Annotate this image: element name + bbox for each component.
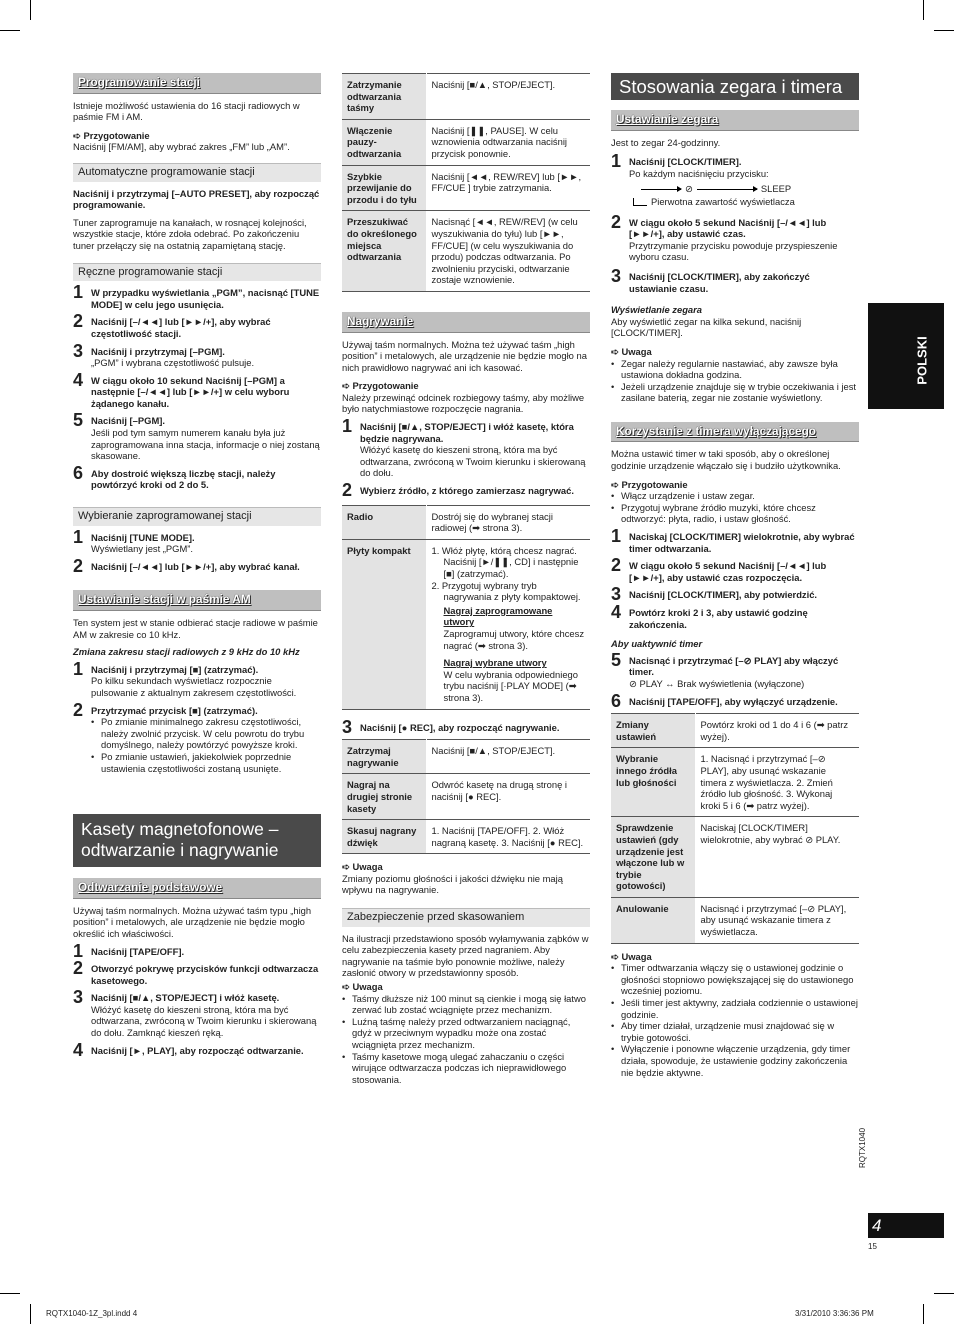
- step: [73, 987, 321, 1039]
- crop-mark: [934, 1293, 954, 1294]
- step-desc: Jeśli pod tym samym numerem kanału była już zaprogramowana inna stacja, informacje o niej zostaną skasowane.: [91, 427, 320, 462]
- cd-option: Nagraj wybrane utwory: [443, 657, 547, 669]
- section-heading: Odtwarzanie podstawowe: [73, 878, 321, 899]
- table-value: Naciśnij [❚❚, PAUSE]. W celu wznowienia odtwarzania naciśnij przycisk ponownie.: [426, 119, 590, 165]
- chapter-title: Stosowania zegara i timera: [611, 73, 859, 100]
- cd-list-item: 2. Przygotuj wybrany tryb nagrywania z płyty kompaktowej.: [431, 579, 581, 603]
- table-key: Zmiany ustawień: [611, 714, 695, 748]
- step-number: 3: [342, 716, 353, 737]
- step-text: W ciągu około 10 sekund Naciśnij [–PGM] a następnie [–/◄◄] lub [►►/+] w celu wyboru żądanego kanału.: [91, 374, 290, 409]
- crop-mark: [30, 1304, 31, 1324]
- table-value: Odwróć kasetę na drugą stronę i naciśnij [● REC].: [426, 774, 590, 820]
- step-text: Naciśnij [TAPE/OFF].: [91, 945, 185, 957]
- step-list: [73, 526, 321, 576]
- display-cycle: [629, 183, 859, 195]
- paragraph: Zmiany poziomu głośności i jakości dźwięku nie mają wpływu na nagrywanie.: [342, 872, 563, 896]
- step-desc: „PGM” i wybrana częstotliwość pulsuje.: [91, 357, 255, 369]
- step-text: W przypadku wyświetlania „PGM”, nacisnąć [TUNE MODE] w celu jego usunięcia.: [91, 287, 320, 310]
- table-row: [342, 820, 590, 854]
- chapter-title: Kasety magnetofonowe – odtwarzanie i nagrywanie: [73, 814, 321, 867]
- step-text: Naciśnij [CLOCK/TIMER], aby potwierdzić.: [629, 589, 818, 601]
- table-value: Naciśnij [■/▲, STOP/EJECT].: [426, 74, 590, 120]
- step: [342, 480, 590, 501]
- model-code: RQTX1040: [858, 1127, 867, 1168]
- step-text: Wybierz źródło, z którego zamierzasz nagrywać.: [360, 485, 574, 497]
- display-cycle-return: [629, 196, 859, 208]
- instruction: Naciśnij i przytrzymaj [–AUTO PRESET], aby rozpocząć programowanie.: [73, 187, 320, 211]
- table-row: [342, 740, 590, 774]
- note-label: ➪ Uwaga: [611, 346, 859, 358]
- section-heading: Programowanie stacji: [73, 73, 321, 94]
- table-key: Włączenie pauzy-odtwarzania: [342, 119, 426, 165]
- table-row: [611, 714, 859, 748]
- table-value: Nacisnąć [◄◄, REW/REV] (w celu wyszukiwania do tyłu) lub [►►, FF/CUE] (w celu wyszukiwania do przodu) podczas odtwarzania. Po zwolnieniu przyciski, odtwarzanie zostaje wznowienie.: [426, 211, 590, 292]
- note-label: ➪ Uwaga: [342, 981, 590, 993]
- playback-operations-table: [342, 73, 590, 292]
- section-heading: Ustawianie zegara: [611, 110, 859, 131]
- language-tab: [868, 303, 944, 409]
- step-text: Naciśnij [TAPE/OFF], aby wyłączyć urządzenie.: [629, 695, 838, 707]
- step-text: Naciśnij i przytrzymaj [–PGM].: [91, 345, 225, 357]
- table-key: Szybkie przewijanie do przodu i do tyłu: [342, 165, 426, 211]
- step-number: 4: [73, 1039, 84, 1060]
- table-key: Sprawdzenie ustawień (gdy urządzenie jest włączone lub w trybie gotowości): [611, 817, 695, 898]
- step: [73, 369, 321, 410]
- step-number: 1: [611, 151, 622, 172]
- step: [611, 265, 859, 294]
- table-key: Przeszukiwać do określonego miejsca odtwarzania: [342, 211, 426, 292]
- step-number: 3: [611, 584, 622, 605]
- table-value: Naciskaj [CLOCK/TIMER] wielokrotnie, aby wybrać ⊘ PLAY.: [695, 817, 859, 898]
- paragraph: Należy przewinąć odcinek rozbiegowy taśmy, aby możliwe było natychmiastowe rozpoczęcie nagrania.: [342, 391, 585, 415]
- source-radio-value: Dostrój się do wybranej stacji radiowej (➡ strona 3).: [426, 505, 590, 539]
- bullet-item: • Taśmy dłuższe niż 100 minut są cienkie i mogą się łatwo zerwać lub zostać wciągnięte przez mechanizm.: [342, 993, 590, 1016]
- table-row: [611, 897, 859, 943]
- step: [73, 699, 321, 720]
- step-number: 2: [342, 480, 353, 501]
- step-text: Naciśnij [–PGM].: [91, 415, 165, 427]
- bullet-list: [342, 993, 590, 1086]
- step-number: 6: [73, 462, 84, 483]
- bullet-item: • Timer odtwarzania włączy się o ustawionej godzinie o głośności stopniowo powiększającej się do ustawionego wcześniej poziomu.: [611, 962, 859, 997]
- sheet-number: 15: [868, 1242, 877, 1251]
- step-text: Aby dostroić większą liczbę stacji, należy powtórzyć kroki od 2 do 5.: [91, 467, 276, 491]
- table-key: Skasuj nagrany dźwięk: [342, 820, 426, 854]
- table-value: 1. Naciśnij [TAPE/OFF]. 2. Włóż nagraną kasetę. 3. Naciśnij [● REC].: [426, 820, 590, 854]
- step-number: 2: [73, 311, 84, 332]
- step-number: 4: [73, 369, 84, 390]
- crop-mark: [923, 0, 924, 20]
- cd-option-desc: Zaprogramuj utwory, które chcesz nagrać (➡ strona 3).: [443, 627, 585, 651]
- source-radio-key: Radio: [342, 505, 426, 539]
- step-text: Naciśnij [–/◄◄] lub [►►/+], aby wybrać częstotliwość stacji.: [91, 316, 271, 339]
- cycle-label: Pierwotna zawartość wyświetlacza: [651, 195, 795, 207]
- subsection-heading: Zabezpieczenie przed skasowaniem: [342, 908, 590, 927]
- step-list: [73, 658, 321, 720]
- step: [73, 410, 321, 462]
- step: [73, 958, 321, 986]
- bullet-list: [611, 490, 859, 525]
- cd-option-desc: W celu wybrania odpowiedniego trybu naciśnij [·PLAY MODE] (➡ strona 3).: [443, 668, 578, 703]
- step-text: Przytrzymać przycisk [■] (zatrzymać).: [91, 704, 258, 716]
- crop-mark: [934, 30, 954, 31]
- step-desc: Po każdym naciśnięciu przycisku:: [629, 167, 769, 179]
- section-heading: Ustawianie stacji w paśmie AM: [73, 590, 321, 611]
- paragraph: Aby wyświetlić zegar na kilka sekund, naciśnij [CLOCK/TIMER].: [611, 315, 802, 339]
- step: [342, 416, 590, 479]
- step-text: Naciśnij i przytrzymaj [■] (zatrzymać).: [91, 663, 259, 675]
- prep-label: ➪ Przygotowanie: [342, 380, 590, 392]
- paragraph: Można ustawić timer w taki sposób, aby o określonej godzinie urządzenie włączało się i budziło użytkownika.: [611, 448, 841, 472]
- table-value: Naciśnij [■/▲, STOP/EJECT].: [426, 740, 590, 774]
- cd-option: Nagraj zaprogramowane utwory: [443, 604, 553, 628]
- subsection-heading: Ręczne programowanie stacji: [73, 263, 321, 282]
- bullet-item: • Wyłączenie i ponowne włączenie urządzenia, gdy timer działa, spowoduje, że ustawienie godziny zakończenia nie będzie aktywne.: [611, 1043, 859, 1078]
- table-row: [342, 774, 590, 820]
- step-number: 3: [611, 265, 622, 286]
- step-text: Naciśnij [►, PLAY], aby rozpocząć odtwarzanie.: [91, 1044, 304, 1056]
- table-row: [611, 817, 859, 898]
- step: [73, 526, 321, 555]
- table-row: [342, 165, 590, 211]
- bullet-item: • Jeżeli urządzenie znajduje się w trybie oczekiwania i jest zasilane baterią, zegar nie zostanie wyświetlony.: [611, 381, 859, 404]
- step-text: Powtórz kroki 2 i 3, aby ustawić godzinę zakończenia.: [629, 607, 808, 630]
- table-key: Anulowanie: [611, 897, 695, 943]
- step-text: Naciśnij [■/▲, STOP/EJECT] i włóż kasetę.: [91, 992, 280, 1004]
- step-text: Naciśnij [■/▲, STOP/EJECT] i włóż kasetę, która będzie nagrywana.: [360, 421, 574, 444]
- step-text: Naciśnij [● REC], aby rozpocząć nagrywanie.: [360, 721, 560, 733]
- section-heading: Nagrywanie: [342, 312, 590, 333]
- crop-mark: [30, 0, 31, 20]
- step-list: [342, 416, 590, 501]
- table-row: [342, 211, 590, 292]
- prep-label: ➪ Przygotowanie: [611, 479, 859, 491]
- step-desc: Włóżyć kasetę do kieszeni stroną, która ma być odtwarzana, zwróconą w Twoim kierunku i skierowaną do dołu.: [360, 444, 586, 479]
- paragraph: Tuner zaprogramuje na kanałach, w rosnącej kolejności, wszystkie stacje, które zdoła odebrać. Po zakończeniu tuner przełączy się na ostatnią zapamiętaną stację.: [73, 216, 307, 251]
- footer-timestamp: 3/31/2010 3:36:36 PM: [795, 1309, 874, 1318]
- step: [611, 690, 859, 711]
- crop-mark: [0, 1293, 20, 1294]
- column-left: [73, 73, 321, 1060]
- step-number: 1: [611, 526, 622, 547]
- table-value: Powtórz kroki od 1 do 4 i 6 (➡ patrz wyżej).: [695, 714, 859, 748]
- step-number: 5: [611, 649, 622, 670]
- paragraph: Istnieje możliwość ustawienia do 16 stacji radiowych w paśmie FM i AM.: [73, 99, 300, 123]
- source-cd-value: [426, 539, 590, 709]
- step-number: 6: [611, 690, 622, 711]
- step-list: [73, 282, 321, 491]
- language-label: POLSKI: [914, 336, 930, 385]
- section-heading: Korzystanie z timera wyłączającego: [611, 422, 859, 443]
- bullet-item: • Po zmianie ustawień, jakiekolwiek poprzednie ustawienia częstotliwości zostaną usunięte.: [91, 751, 321, 774]
- step: [73, 940, 321, 961]
- timer-operations-table: [611, 713, 859, 944]
- step: [611, 526, 859, 554]
- step-list: [73, 940, 321, 1060]
- step-text: W ciągu około 5 sekund Naciśnij [–/◄◄] lub [►►/+], aby ustawić czas.: [629, 216, 827, 240]
- table-value: Nacisnąć i przytrzymać [–⊘ PLAY], aby usunąć wskazanie timera z wyświetlacza.: [695, 897, 859, 943]
- step-text: Naciśnij [–/◄◄] lub [►►/+], aby wybrać kanał.: [91, 560, 300, 572]
- subsection-heading: Wybieranie zaprogramowanej stacji: [73, 507, 321, 526]
- step: [73, 311, 321, 339]
- step: [73, 340, 321, 369]
- bullet-item: • Jeśli timer jest aktywny, zadziała codziennie o ustawionej godzinie.: [611, 997, 859, 1020]
- bullet-list: [611, 962, 859, 1078]
- step-number: 2: [611, 211, 622, 232]
- note-label: ➪ Uwaga: [342, 861, 590, 873]
- table-row: [611, 748, 859, 817]
- step-text: Naciśnij [TUNE MODE].: [91, 531, 195, 543]
- step-desc: Wyświetlany jest „PGM”.: [91, 543, 194, 555]
- step: [73, 555, 321, 576]
- step-text: Nacisnąć i przytrzymać [–⊘ PLAY] aby włączyć timer.: [629, 654, 839, 678]
- step-number: 2: [611, 555, 622, 576]
- italic-heading: Aby uaktywnić timer: [611, 638, 703, 650]
- table-value: Naciśnij [◄◄, REW/REV] lub [►►, FF/CUE ] trybie zatrzymania.: [426, 165, 590, 211]
- sleep-label: SLEEP: [760, 183, 792, 195]
- bullet-item: • Włącz urządzenie i ustaw zegar.: [611, 490, 859, 502]
- step-number: 1: [73, 526, 84, 547]
- step: [73, 1039, 321, 1060]
- crop-mark: [0, 30, 20, 31]
- step-number: 1: [73, 282, 84, 303]
- table-key: Wybranie innego źródła lub głośności: [611, 748, 695, 817]
- table-key: Zatrzymaj nagrywanie: [342, 740, 426, 774]
- bullet-item: • Taśmy kasetowe mogą ulegać zahaczaniu o części wirujące odtwarzacza podczas ich nieprawidłowego stosowania.: [342, 1051, 590, 1086]
- cd-list-item: 1. Włóż płytę, którą chcesz nagrać. Naciśnij [►/❚❚, CD] i następnie [■] (zatrzymać).: [431, 544, 579, 579]
- bullet-item: • Przygotuj wybrane źródło muzyki, które chcesz odtworzyć: płyta, radio, i ustaw głośność.: [611, 502, 859, 525]
- step-text: Naciskaj [CLOCK/TIMER] wielokrotnie, aby wybrać timer odtwarzania.: [629, 531, 855, 554]
- step-text: Otworzyć pokrywę przycisków funkcji odtwarzacza kasetowego.: [91, 963, 319, 986]
- step-number: 1: [73, 940, 84, 961]
- timer-icon: ⊘: [685, 183, 693, 195]
- paragraph: Używaj taśm normalnych. Można używać taśm typu „high position” i metalowych, ale urządzenie nie będzie mogło określić ich właściwości.: [73, 904, 312, 939]
- bullet-item: • Aby timer działał, urządzenie musi znajdować się w trybie gotowości.: [611, 1020, 859, 1043]
- source-table: [342, 505, 590, 710]
- step-desc: Przytrzymanie przycisku powoduje przyspieszenie wyboru czasu.: [629, 239, 838, 263]
- table-key: Zatrzymanie odtwarzania taśmy: [342, 74, 426, 120]
- step-number: 2: [73, 699, 84, 720]
- step-number: 1: [342, 416, 353, 437]
- italic-heading: Wyświetlanie zegara: [611, 304, 703, 316]
- step: [611, 649, 859, 690]
- paragraph: Jest to zegar 24-godzinny.: [611, 136, 721, 148]
- step-number: 4: [611, 602, 622, 622]
- step-number: 2: [73, 555, 84, 576]
- crop-mark: [923, 1304, 924, 1324]
- step-desc: Po kilku sekundach wyświetlacz rozpocznie pulsowanie z aktualnym zakresem częstotliwości.: [91, 675, 297, 698]
- step-desc: ⊘ PLAY ↔ Brak wyświetlenia (wyłączone): [629, 677, 805, 689]
- step: [611, 211, 859, 263]
- step: [611, 584, 859, 605]
- step-number: 3: [73, 987, 84, 1008]
- recording-operations-table: [342, 739, 590, 854]
- page-number: 4: [868, 1213, 944, 1238]
- step-number: 3: [73, 340, 84, 361]
- table-value: 1. Nacisnąć i przytrzymać [–⊘ PLAY], aby usunąć wskazanie timera z wyświetlacza. 2. Zmień źródło lub głośność. 3. Wykonaj kroki 5 i 6 (➡ patrz wyżej).: [695, 748, 859, 817]
- note-label: ➪ Uwaga: [611, 951, 859, 963]
- bullet-item: • Po zmianie minimalnego zakresu częstotliwości, należy zwolnić przycisk. W celu powrotu do trybu domyślnego, należy powtórzyć powyższe kroki.: [91, 716, 321, 751]
- paragraph: Ten system jest w stanie odbierać stacje radiowe w paśmie AM w zakresie co 10 kHz.: [73, 617, 318, 640]
- column-middle: [342, 73, 590, 1085]
- step-text: Naciśnij [CLOCK/TIMER], aby zakończyć ustawianie czasu.: [629, 270, 810, 294]
- paragraph: Naciśnij [FM/AM], aby wybrać zakres „FM” lub „AM”.: [73, 141, 290, 153]
- step: [611, 555, 859, 583]
- bullet-item: • Zegar należy regularnie nastawiać, aby zawsze była ustawiona dokładna godzina.: [611, 358, 859, 381]
- step-number: 5: [73, 410, 84, 431]
- source-cd-key: Płyty kompakt: [342, 539, 426, 709]
- step: [73, 282, 321, 310]
- subsection-heading: Automatyczne programowanie stacji: [73, 163, 321, 182]
- step: [73, 462, 321, 491]
- prep-label: ➪ Przygotowanie: [73, 130, 321, 142]
- column-right: [611, 73, 859, 1078]
- step-desc: Włóżyć kasetę do kieszeni stroną, która ma być odtwarzana, zwróconą w Twoim kierunku i skierowaną do dołu. Zamknąć kieszeń ręką.: [91, 1003, 317, 1039]
- table-row: [342, 119, 590, 165]
- step-text: Naciśnij [CLOCK/TIMER].: [629, 156, 742, 168]
- step-number: 2: [73, 958, 84, 979]
- paragraph: Na ilustracji przedstawiono sposób wyłamywania ząbków w celu zabezpieczenia kasety przed nagraniem. Aby nagrywanie na taśmie było ponownie możliwe, należy zasłonić otwory w przedstawionny sposób.: [342, 932, 589, 979]
- step: [73, 658, 321, 699]
- footer-filename: RQTX1040-1Z_3pl.indd 4: [46, 1309, 138, 1318]
- step: [342, 716, 590, 737]
- step: [611, 602, 859, 630]
- paragraph: Używaj taśm normalnych. Można też używać taśm „high position” i metalowych, ale urządzenie nie będzie mogło na nich prawidłowo nagrywać ani ich kasować.: [342, 338, 587, 373]
- step-text: W ciągu około 5 sekund Naciśnij [–/◄◄] lub [►►/+], aby ustawić czas rozpoczęcia.: [629, 560, 827, 583]
- step-list: [611, 526, 859, 630]
- italic-heading: Zmiana zakresu stacji radiowych z 9 kHz do 10 kHz: [73, 646, 300, 658]
- table-row: [342, 74, 590, 120]
- bullet-list: [611, 358, 859, 404]
- step: [611, 151, 859, 207]
- table-key: Nagraj na drugiej stronie kasety: [342, 774, 426, 820]
- bullet-list: [73, 716, 321, 774]
- step-number: 1: [73, 658, 84, 679]
- bullet-item: • Luźną taśmę należy przed odtwarzaniem naciągnąć, gdyż w przeciwnym wypadku może ona zostać wciągnięta przez mechanizm.: [342, 1016, 590, 1051]
